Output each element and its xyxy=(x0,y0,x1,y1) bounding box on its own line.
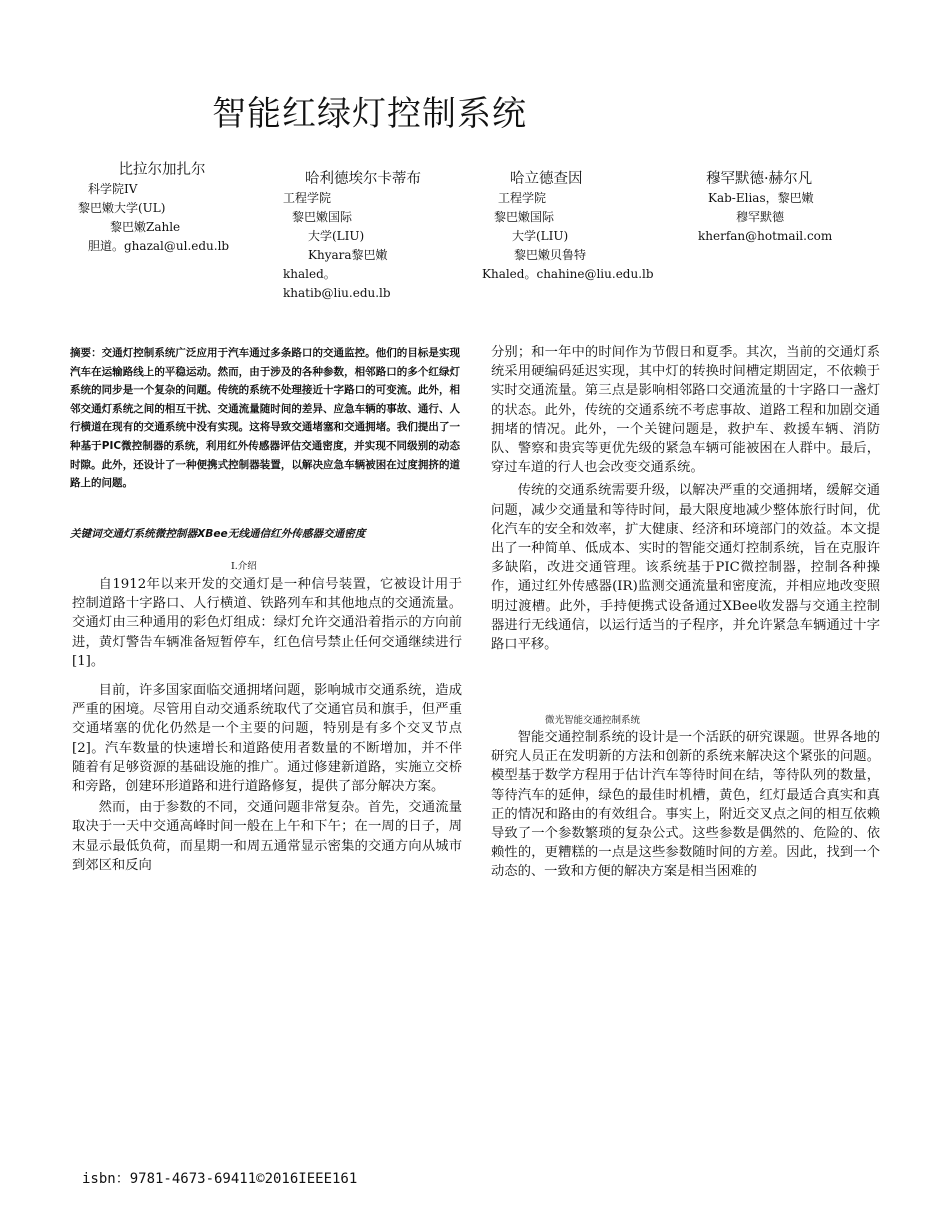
author-email: khaled。 xyxy=(283,267,336,281)
author-name: 比拉尔加扎尔 xyxy=(118,162,206,178)
author-affiliation: Kab-Elias，黎巴嫩 xyxy=(708,191,814,205)
author-block-4 xyxy=(698,170,848,246)
right-column-body-top xyxy=(491,343,880,654)
section-heading-ii: 微光智能交通控制系统 xyxy=(545,715,641,726)
author-affiliation: 黎巴嫩国际 xyxy=(494,210,555,224)
paragraph: 分别；和一年中的时间作为节假日和夏季。其次，当前的交通灯系统采用硬编码延迟实现，其中灯的转换时间槽定期固定，不依赖于实时交通流量。第三点是影响相邻路口交通流量的十字路口一盏灯的状态。此外，传统的交通系统不考虑事故、道路工程和加剧交通拥堵的情况。此外，一个关键问题是，救护车、救援车辆、消防队、警察和贵宾等更优先级的紧急车辆可能被困在人群中。最后，穿过车道的行人也会改变交通系统。 xyxy=(491,345,880,476)
author-affiliation: 黎巴嫩贝鲁特 xyxy=(514,248,587,262)
author-affiliation: 大学(LIU) xyxy=(308,229,365,243)
paper-title: 智能红绿灯控制系统 xyxy=(212,94,527,134)
section-heading-introduction: I.介绍 xyxy=(231,561,257,572)
author-affiliation: 工程学院 xyxy=(283,191,332,205)
author-block-2 xyxy=(283,170,463,303)
author-block-1 xyxy=(78,161,248,256)
author-affiliation: 工程学院 xyxy=(498,191,547,205)
author-affiliation: 科学院IV xyxy=(88,182,138,196)
author-affiliation: 黎巴嫩国际 xyxy=(292,210,353,224)
author-affiliation: 黎巴嫩大学(UL) xyxy=(78,201,166,215)
author-name: 穆罕默德·赫尔凡 xyxy=(706,171,813,187)
author-name: 哈利德埃尔卡蒂布 xyxy=(305,171,421,187)
author-affiliation: 穆罕默德 xyxy=(736,210,785,224)
author-email: kherfan@hotmail.com xyxy=(698,229,833,243)
author-affiliation: Khyara黎巴嫩 xyxy=(308,248,388,262)
author-block-3 xyxy=(482,170,682,284)
left-column-body xyxy=(72,575,462,875)
paragraph: 智能交通控制系统的设计是一个活跃的研究课题。世界各地的研究人员正在发明新的方法和创新的系统来解决这个紧张的问题。模型基于数学方程用于估计汽车等待时间在结，等待队列的数量，等待汽车的延伸，绿色的最佳时机槽，黄色，红灯最适合真实和真正的情况和路由的有效组合。事实上，附近交叉点之间的相互依赖导致了一个参数繁琐的复杂公式。这些参数是偶然的、危险的、依赖性的，更糟糕的一点是这些参数随时间的方差。因此，找到一个动态的、一致和方便的解决方案是相当困难的 xyxy=(491,730,880,880)
keywords: 关键词交通灯系统微控制器XBee无线通信红外传感器交通密度 xyxy=(70,528,366,540)
author-email: khatib@liu.edu.lb xyxy=(283,286,391,300)
author-affiliation: 大学(LIU) xyxy=(512,229,569,243)
paragraph: 然而，由于参数的不同，交通问题非常复杂。首先，交通流量取决于一天中交通高峰时间一般在上午和下午；在一周的日子，周末显示最低负荷，而星期一和周五通常显示密集的交通方向从城市到郊区和反向 xyxy=(72,800,462,873)
author-email: Khaled。chahine@liu.edu.lb xyxy=(482,267,654,281)
author-name: 哈立德查因 xyxy=(510,171,583,187)
right-column-body-bottom xyxy=(491,728,880,882)
author-email: 胆道。ghazal@ul.edu.lb xyxy=(88,239,230,253)
paragraph: 自1912年以来开发的交通灯是一种信号装置，它被设计用于控制道路十字路口、人行横道、铁路列车和其他地点的交通流量。交通灯由三种通用的彩色灯组成：绿灯允许交通沿着指示的方向前进，黄灯警告车辆准备短暂停车，红色信号禁止任何交通继续进行[1]。 xyxy=(72,577,462,669)
paragraph: 传统的交通系统需要升级，以解决严重的交通拥堵，缓解交通问题，减少交通量和等待时间，最大限度地减少整体旅行时间，优化汽车的安全和效率，扩大健康、经济和环境部门的效益。本文提出了一种简单、低成本、实时的智能交通灯控制系统，旨在克服许多缺陷，改进交通管理。该系统基于PIC微控制器，控制各种操作，通过红外传感器(IR)监测交通流量和密度流，并相应地改变照明过渡槽。此外，手持便携式设备通过XBee收发器与交通主控制器进行无线通信，以运行适当的子程序，并允许紧急车辆通过十字路口平移。 xyxy=(491,483,880,653)
abstract: 摘要：交通灯控制系统广泛应用于汽车通过多条路口的交通监控。他们的目标是实现汽车在运输路线上的平稳运动。然而，由于涉及的各种参数，相邻路口的多个红绿灯系统的同步是一个复杂的问题。传统的系统不处理接近十字路口的可变流。此外，相邻交通灯系统之间的相互干扰、交通流量随时间的差异、应急车辆的事故、通行、人行横道在现有的交通系统中没有实现。这将导致交通堵塞和交通拥堵。我们提出了一种基于PIC微控制器的系统，利用红外传感器评估交通密度，并实现不同级别的动态时隙。此外，还设计了一种便携式控制器装置，以解决应急车辆被困在过度拥挤的道路上的问题。 xyxy=(70,347,460,490)
paragraph: 目前，许多国家面临交通拥堵问题，影响城市交通系统，造成严重的困境。尽管用自动交通系统取代了交通官员和旗手，但严重交通堵塞的优化仍然是一个主要的问题，特别是有多个交叉节点[2]。汽车数量的快速增长和道路使用者数量的不断增加，并不伴随着有足够资源的基础设施的推广。通过修建新道路，实施立交桥和旁路，创建环形道路和进行道路修复，提供了部分解决方案。 xyxy=(72,683,462,795)
footer-isbn: isbn：9781-4673-69411©2016IEEE161 xyxy=(82,1171,358,1187)
author-affiliation: 黎巴嫩Zahle xyxy=(110,220,181,234)
